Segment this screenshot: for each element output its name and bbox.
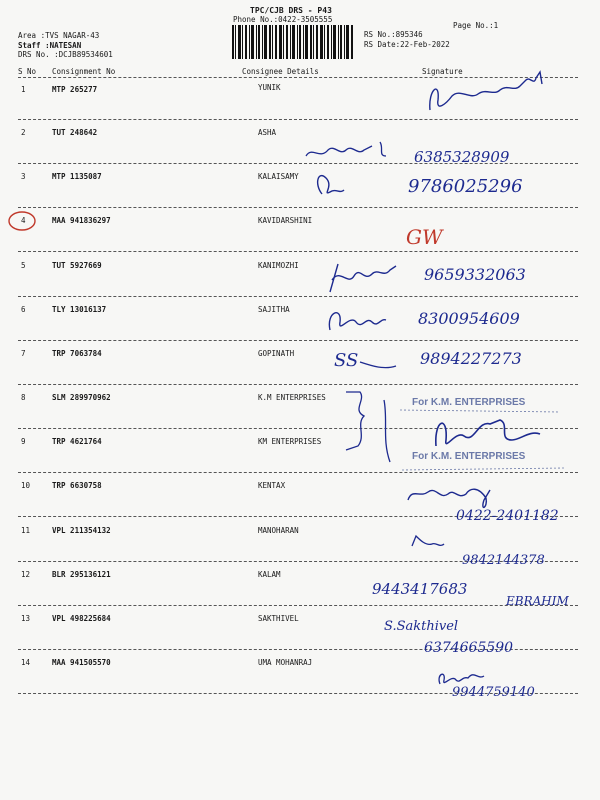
row-consignee: KANIMOZHI bbox=[258, 261, 299, 270]
bracket-rows-8-9 bbox=[346, 392, 364, 450]
column-header-signature: Signature bbox=[422, 67, 463, 76]
row-divider bbox=[18, 516, 578, 517]
row-sno: 7 bbox=[21, 349, 26, 358]
phone-row-11: 9842144378 bbox=[462, 553, 545, 568]
row-consignee: ASHA bbox=[258, 128, 277, 137]
signature-row-14 bbox=[439, 674, 484, 684]
staff: Staff :NATESAN bbox=[18, 41, 82, 50]
row-consignment: SLM 289970962 bbox=[52, 393, 111, 402]
row-consignee: KALAISAMY bbox=[258, 172, 299, 181]
row-divider bbox=[18, 428, 578, 429]
phone-row-6: 8300954609 bbox=[418, 309, 520, 328]
phone-row-14: 9944759140 bbox=[452, 685, 535, 700]
row-consignee: MANOHARAN bbox=[258, 526, 299, 535]
company-stamp-2 bbox=[402, 451, 564, 470]
row-consignee: SAJITHA bbox=[258, 305, 290, 314]
row-sno: 14 bbox=[21, 658, 31, 667]
row-divider bbox=[18, 605, 578, 606]
row-sno: 12 bbox=[21, 570, 31, 579]
header-divider bbox=[18, 77, 578, 78]
row-sno: 13 bbox=[21, 614, 31, 623]
rs-number: RS No.:895346 bbox=[364, 30, 423, 39]
stamp-text-2: For K.M. ENTERPRISES bbox=[412, 451, 526, 462]
signature-row-3 bbox=[318, 176, 344, 194]
phone-row-3: 9786025296 bbox=[408, 176, 523, 197]
page-number: Page No.:1 bbox=[453, 21, 499, 30]
area: Area :TVS NAGAR-43 bbox=[18, 31, 100, 40]
row-sno: 10 bbox=[21, 481, 31, 490]
row-divider bbox=[18, 384, 578, 385]
row-consignment: MAA 941836297 bbox=[52, 216, 111, 225]
row-sno: 9 bbox=[21, 437, 26, 446]
row-divider bbox=[18, 693, 578, 694]
row-consignment: TRP 7063784 bbox=[52, 349, 102, 358]
row-consignee: KALAM bbox=[258, 570, 281, 579]
row-consignment: VPL 211354132 bbox=[52, 526, 111, 535]
stamp-text-1: For K.M. ENTERPRISES bbox=[412, 397, 526, 408]
row-divider bbox=[18, 251, 578, 252]
row-consignee: YUNIK bbox=[258, 83, 281, 92]
row-divider bbox=[18, 207, 578, 208]
phone-row-12: 9443417683 bbox=[372, 580, 468, 598]
signature-rows-8-9 bbox=[436, 420, 540, 446]
row-consignee: KAVIDARSHINI bbox=[258, 216, 313, 225]
row-divider bbox=[18, 649, 578, 650]
row-sno: 1 bbox=[21, 85, 26, 94]
column-header-consignee: Consignee Details bbox=[242, 67, 319, 76]
row-sno: 4 bbox=[21, 216, 26, 225]
phone-number: Phone No.:0422-3505555 bbox=[233, 15, 333, 24]
row-consignment: VPL 498225684 bbox=[52, 614, 111, 623]
row-sno: 8 bbox=[21, 393, 26, 402]
row-divider bbox=[18, 119, 578, 120]
phone-row-7: 9894227273 bbox=[420, 349, 522, 368]
name-row-12: EBRAHIM bbox=[506, 594, 569, 608]
line-rows-8-9 bbox=[384, 400, 390, 462]
row-divider bbox=[18, 296, 578, 297]
phone-row-10: 0422-2401182 bbox=[456, 508, 559, 524]
row-consignment: TLY 13016137 bbox=[52, 305, 107, 314]
row-consignee: UMA MOHANRAJ bbox=[258, 658, 313, 667]
row-divider bbox=[18, 340, 578, 341]
drs-number: DRS No. :DCJB89534601 bbox=[18, 50, 113, 59]
company-stamp-1 bbox=[400, 397, 560, 412]
initials-row-7: SS bbox=[334, 350, 359, 371]
row-sno: 3 bbox=[21, 172, 26, 181]
row-consignment: BLR 295136121 bbox=[52, 570, 111, 579]
row-consignment: MAA 941505570 bbox=[52, 658, 111, 667]
row-consignee: KENTAX bbox=[258, 481, 286, 490]
row-consignment: TRP 4621764 bbox=[52, 437, 102, 446]
signature-row-6 bbox=[329, 313, 386, 330]
row-consignment: TUT 248642 bbox=[52, 128, 98, 137]
row-consignment: TUT 5927669 bbox=[52, 261, 102, 270]
signature-row-11 bbox=[412, 536, 444, 546]
row-sno: 6 bbox=[21, 305, 26, 314]
column-header-sno: S No bbox=[18, 67, 37, 76]
name-row-13: S.Sakthivel bbox=[384, 619, 459, 634]
sheet-title: TPC/CJB DRS - P43 bbox=[250, 6, 332, 15]
row-divider bbox=[18, 561, 578, 562]
row-consignment: MTP 1135087 bbox=[52, 172, 102, 181]
row-consignee: SAKTHIVEL bbox=[258, 614, 299, 623]
phone-row-2: 6385328909 bbox=[414, 148, 510, 166]
row-consignee: K.M ENTERPRISES bbox=[258, 393, 326, 402]
row-sno: 5 bbox=[21, 261, 26, 270]
signature-row-5 bbox=[330, 264, 396, 292]
rs-date: RS Date:22-Feb-2022 bbox=[364, 40, 450, 49]
row-consignment: MTP 265277 bbox=[52, 85, 98, 94]
column-header-consignment: Consignment No bbox=[52, 67, 116, 76]
row-consignment: TRP 6630758 bbox=[52, 481, 102, 490]
row-sno: 11 bbox=[21, 526, 31, 535]
row-divider bbox=[18, 163, 578, 164]
signature-row-2 bbox=[306, 142, 386, 156]
signature-row-7-underline bbox=[360, 362, 396, 368]
phone-row-13: 6374665590 bbox=[424, 640, 514, 656]
row-consignee: KM ENTERPRISES bbox=[258, 437, 322, 446]
barcode-image bbox=[230, 24, 355, 60]
signature-row-10 bbox=[408, 489, 490, 507]
mark-row-4: GW bbox=[406, 225, 443, 249]
row-consignee: GOPINATH bbox=[258, 349, 295, 358]
row-sno: 2 bbox=[21, 128, 26, 137]
phone-row-5: 9659332063 bbox=[424, 265, 526, 284]
row-divider bbox=[18, 472, 578, 473]
